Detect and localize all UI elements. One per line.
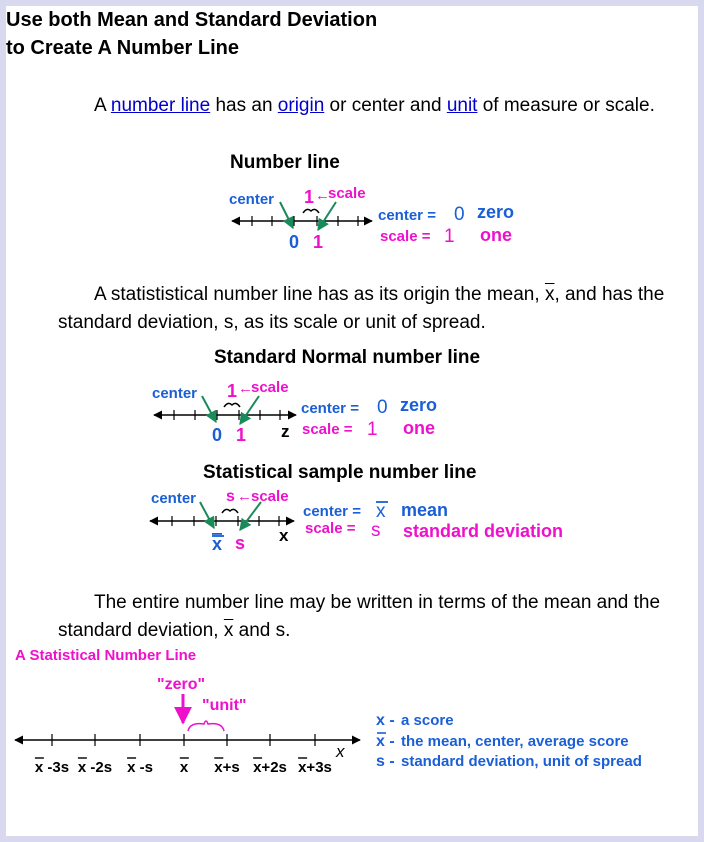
diagram4-tick-label-6: x+3s [298,759,332,776]
diagram2-eq-center: center = [301,400,359,417]
diagram4-tick-label-3: x [179,759,189,776]
diagram4-tick-label-1: x -2s [77,759,113,776]
legend-text-2: standard deviation, unit of spread [401,753,642,770]
diagram4-tick-labels [35,758,332,776]
diagram3-word-scale: standard deviation [403,521,564,541]
title-line-2: to Create A Number Line [6,37,239,59]
title-line-1: Use both Mean and Standard Deviation [6,9,378,31]
diagram3-arrow: ← [237,488,252,505]
diagram3-mean: x [212,534,223,554]
diagram1-zero: 0 [289,232,300,252]
diagram1-eq-center: center = [378,207,436,224]
diagram2-zero: 0 [212,425,223,445]
diagram1-scale-label: scale [328,185,366,202]
diagram3-heading: Statistical sample number line [203,462,477,483]
diagram3-scale-label: scale [251,488,289,505]
legend-text-1: the mean, center, average score [401,733,629,750]
diagram3-val-scale: s [371,520,381,541]
para3-post: and s. [233,620,291,641]
diagram2-one: 1 [236,425,247,445]
diagram2-eq-scale: scale = [302,421,353,438]
diagram1-scale-arrow [318,202,336,230]
legend-symbol-2: s - [376,753,395,770]
diagram1-arrow: ← [315,187,330,204]
legend-text-0: a score [401,712,454,729]
diagram2-word-scale: one [403,418,436,438]
diagram-statistical-number-line [15,647,642,776]
diagram3-s: s [235,533,246,553]
diagram3-eq-scale: scale = [305,520,356,537]
diagram1-center-label: center [229,191,275,208]
diagram3-eq-center: center = [303,503,361,520]
diagram-sample-number-line [150,462,563,554]
para2-pre: A statististical number line has as its origin the mean, [94,284,545,305]
diagram1-val-center: 0 [454,204,465,225]
para1-post: of measure or scale. [477,95,655,116]
diagram2-val-center: 0 [377,397,388,418]
legend-symbol-1: x - [376,733,395,750]
diagram2-axis-label: z [281,422,290,441]
diagram3-axis-label: x [279,526,289,545]
origin-link[interactable]: origin [277,95,325,116]
diagram4-unit-brace [188,721,224,731]
diagram1-eq-scale: scale = [380,228,431,245]
diagram4-unit-label: "unit" [202,697,247,714]
para2-post: , and has the standard deviation, s, as its scale or unit of spread. [58,284,665,333]
diagram3-brace [222,509,238,513]
diagram3-scale-arrow [240,502,261,530]
diagram3-val-center: x [376,501,386,522]
diagram2-word-center: zero [400,395,438,415]
diagram2-heading: Standard Normal number line [214,347,481,368]
diagram4-zero-label: "zero" [157,676,206,693]
diagram4-tick-label-5: x+2s [253,759,287,776]
para1-mid2: or center and [324,95,447,116]
diagram2-val-scale: 1 [367,419,378,440]
para3-xbar: $\overline{x}$ [223,620,234,641]
diagram4-tick-label-2: x -s [127,759,153,776]
diagram1-word-center: zero [477,202,515,222]
diagram2-brace [224,403,240,407]
para2-xbar: $\overline{x}$ [544,284,555,305]
unit-link[interactable]: unit [446,95,478,116]
diagram3-center-arrow [200,502,214,528]
diagram2-one-top: 1 [227,381,238,401]
para1-mid1: has an [210,95,278,116]
diagram2-scale-label: scale [251,379,289,396]
diagram2-center-arrow [202,396,216,422]
diagram4-tick-label-0: x -3s [34,759,70,776]
legend-symbol-0: x - [376,712,395,729]
diagram4-tick-label-4: x+s [214,759,240,776]
diagram2-arrow: ← [238,380,253,397]
diagram3-center-label: center [151,490,197,507]
para3-pre: The entire number line may be written in terms of the mean and the standard deviation, [58,592,661,641]
diagram-standard-normal [152,347,480,445]
diagram1-heading: Number line [230,152,340,173]
number-line-link[interactable]: number line [110,95,211,116]
diagram4-axis-label: x [336,742,345,761]
diagram1-center-arrow [280,202,293,228]
diagram4-heading: A Statistical Number Line [15,647,197,664]
diagram1-one-top: 1 [304,187,315,207]
diagram1-one: 1 [313,232,324,252]
para1-pre: A [94,95,111,116]
diagram1-brace [303,209,319,213]
diagram3-s-top: s [226,488,235,505]
diagram3-word-center: mean [401,500,449,520]
diagram1-word-scale: one [480,225,513,245]
diagram4-legend [376,712,642,770]
diagram-number-line [229,152,514,252]
diagram2-scale-arrow [240,396,259,424]
diagram2-center-label: center [152,385,198,402]
diagram1-val-scale: 1 [444,226,455,247]
